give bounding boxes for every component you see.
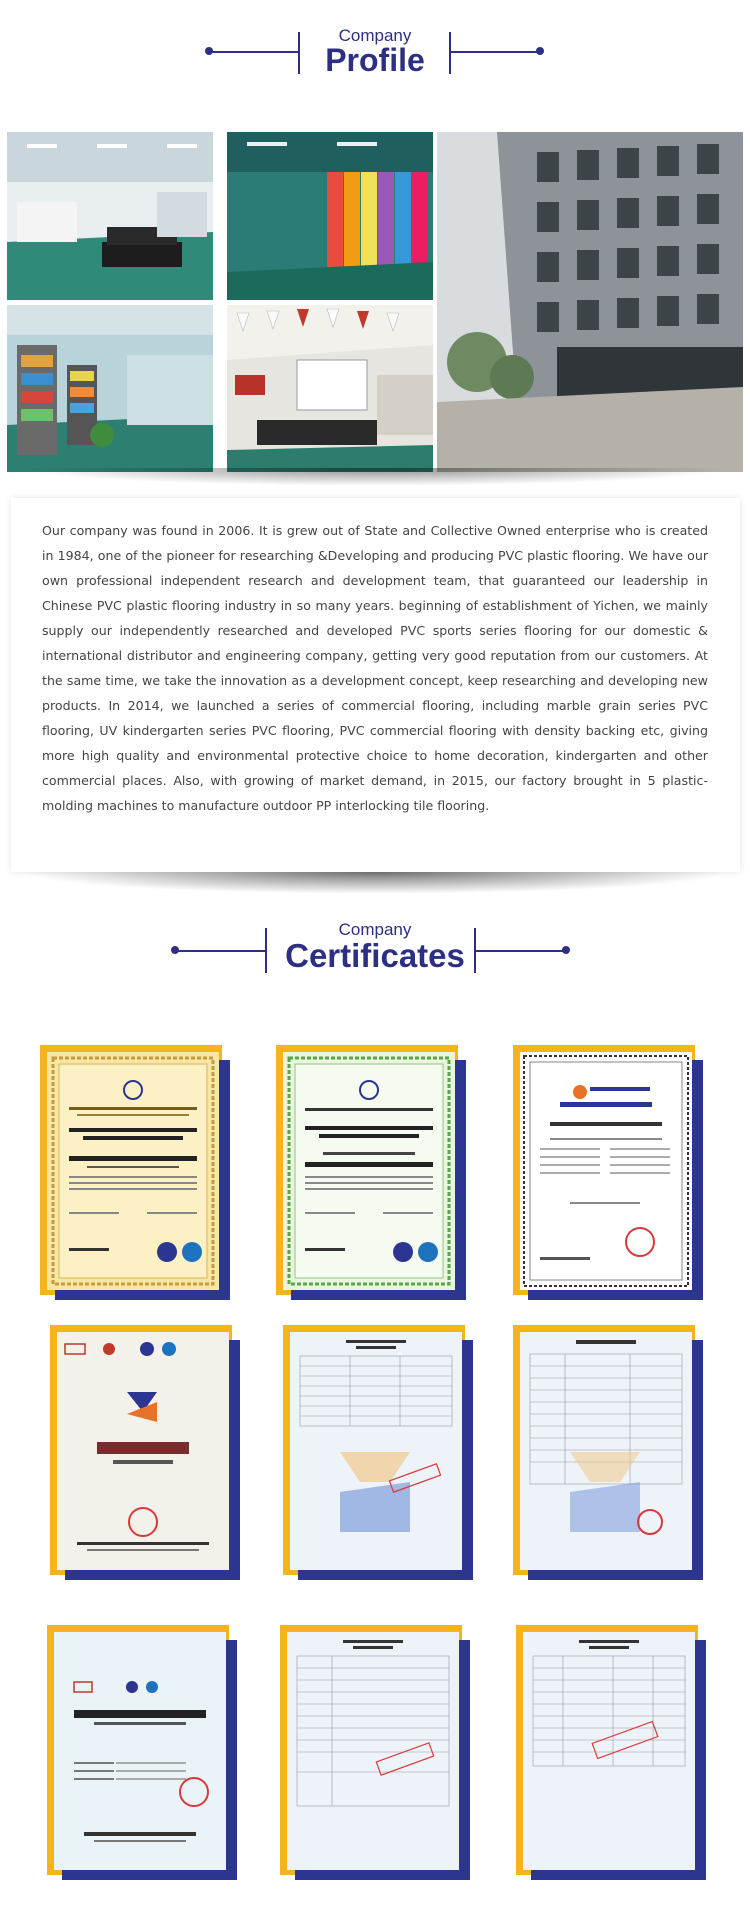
test-report-page-2: [513, 1325, 703, 1580]
heading-line-right: [451, 51, 537, 53]
office-photo-3: [227, 132, 433, 300]
test-report-page-4: [516, 1625, 706, 1880]
heading-small-text: Company: [338, 26, 412, 45]
heading-dot-right: [562, 946, 570, 954]
cert-quality-management: [40, 1045, 230, 1300]
heading-bar-right: [449, 32, 451, 74]
heading-big-text: Profile: [325, 42, 425, 78]
cert-supplier-assessment: [513, 1045, 703, 1300]
office-photo-2: [7, 305, 213, 472]
profile-heading: [0, 20, 750, 80]
heading-big-text: Certificates: [285, 937, 465, 974]
test-report-cover-1: [50, 1325, 240, 1580]
office-photo-4: [227, 305, 433, 472]
heading-line-right: [476, 950, 563, 952]
test-report-cover-2: [47, 1625, 237, 1880]
test-report-page-3: [280, 1625, 470, 1880]
test-report-page-1: [283, 1325, 473, 1580]
profile-text: Our company was found in 2006. It is grew out of State and Collective Owned enterprise who is created in 1984, one of the pioneer for researching &Developing and producing PVC plastic flooring. We have our own professional independent research and development team, that guaranteed our leadership in Chinese PVC plastic flooring industry in so many years. beginning of establishment of Yichen, we mainly supply our independently researched and developed PVC sports series flooring for our domestic & international distributor and engineering company, getting very good reputation from our customers. At the same time, we take the innovation as a development concept, keep researching and developing new products. In 2014, we launched a series of commercial flooring, including marble grain series PVC flooring, UV kindergarten series PVC flooring, PVC commercial flooring with density backing etc, giving more high quality and environmental protective choice to home decoration, kindergarten and other commercial places. Also, with growing of market demand, in 2015, our factory brought in 5 plastic-molding machines to manufacture outdoor PP interlocking tile flooring.: [42, 523, 708, 813]
certificates-heading: [0, 915, 750, 975]
photos-shadow: [20, 468, 730, 486]
profile-card-shadow: [20, 872, 730, 894]
office-photo-1: [7, 132, 213, 300]
cert-environmental-management: [276, 1045, 466, 1300]
building-exterior-photo: [437, 132, 743, 472]
heading-small-text: Company: [338, 920, 412, 939]
heading-dot-right: [536, 47, 544, 55]
